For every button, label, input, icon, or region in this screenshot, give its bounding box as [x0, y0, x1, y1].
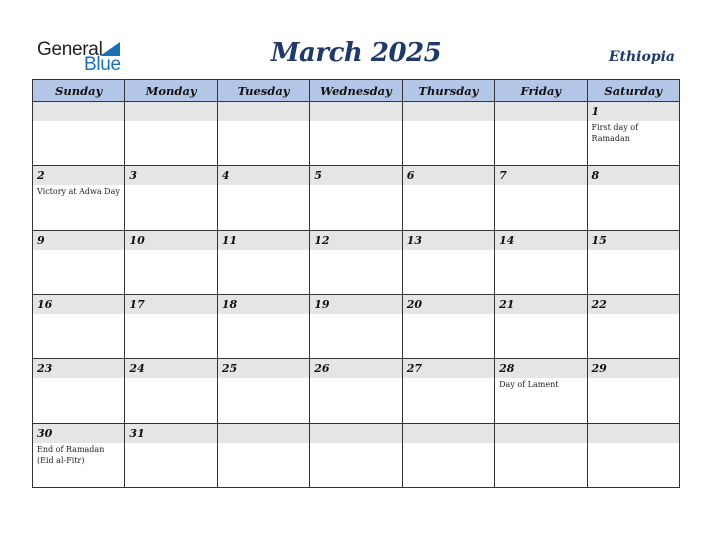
logo-text-general: General	[37, 39, 103, 60]
day-number: 22	[591, 297, 607, 311]
day-cell	[495, 230, 587, 294]
day-number: 28	[499, 362, 515, 376]
day-number: 1	[591, 105, 600, 118]
day-cell	[402, 166, 494, 230]
week-row	[33, 230, 680, 294]
day-cell	[217, 294, 309, 358]
day-number: 13	[406, 233, 422, 247]
day-cell	[33, 102, 125, 166]
day-number: 16	[37, 297, 53, 311]
day-number: 8	[591, 169, 600, 183]
day-number: 14	[499, 233, 515, 247]
weekday-header: Thursday	[402, 80, 494, 102]
day-cell	[217, 359, 309, 423]
day-number-bar	[310, 102, 401, 121]
day-number: 15	[591, 233, 607, 247]
day-cell	[587, 294, 679, 358]
day-cell	[33, 166, 125, 230]
day-number-bar	[403, 102, 494, 121]
weekday-header: Friday	[495, 80, 587, 102]
day-number: 11	[221, 233, 238, 247]
day-number-bar	[218, 424, 309, 443]
day-number: 21	[499, 297, 515, 311]
day-cell	[310, 359, 402, 423]
day-cell	[310, 294, 402, 358]
day-cell	[33, 359, 125, 423]
weekday-header: Wednesday	[310, 80, 402, 102]
day-cell	[310, 230, 402, 294]
day-cell	[33, 230, 125, 294]
holiday-label: Victory at Adwa Day	[37, 187, 120, 197]
day-cell	[402, 230, 494, 294]
day-number: 30	[37, 426, 53, 440]
day-cell	[495, 294, 587, 358]
day-number-bar	[588, 424, 679, 443]
day-cell	[495, 359, 587, 423]
day-number: 12	[314, 233, 330, 247]
day-number-bar	[403, 166, 494, 185]
day-cell	[495, 102, 587, 166]
day-cell	[587, 359, 679, 423]
week-row	[33, 166, 680, 230]
day-number: 5	[314, 169, 322, 183]
day-cell	[125, 230, 217, 294]
day-number: 3	[129, 169, 138, 183]
day-cell	[125, 166, 217, 230]
day-number: 25	[221, 362, 238, 376]
day-number: 29	[591, 362, 607, 376]
calendar-title: March 2025	[270, 38, 442, 68]
day-cell	[125, 359, 217, 423]
day-number-bar	[33, 166, 124, 185]
week-row	[33, 294, 680, 358]
month-calendar	[32, 79, 680, 488]
week-row	[33, 102, 680, 166]
day-cell	[217, 102, 309, 166]
day-number-bar	[495, 102, 586, 121]
day-number: 9	[37, 233, 45, 247]
day-cell	[587, 166, 679, 230]
day-number-bar	[218, 166, 309, 185]
day-number-bar	[588, 102, 679, 121]
weekday-header-row	[33, 80, 680, 102]
day-number-bar	[495, 166, 586, 185]
day-cell	[402, 359, 494, 423]
day-cell	[402, 294, 494, 358]
weekday-header: Sunday	[33, 80, 125, 102]
week-row	[33, 423, 680, 487]
day-cell	[587, 102, 679, 166]
day-cell	[310, 166, 402, 230]
day-number: 23	[37, 362, 53, 376]
day-number-bar	[33, 231, 124, 250]
day-number-bar	[125, 166, 216, 185]
day-cell	[402, 423, 494, 487]
day-cell	[310, 102, 402, 166]
day-number: 7	[499, 169, 507, 183]
day-cell	[217, 423, 309, 487]
day-number: 31	[129, 426, 145, 440]
day-number: 20	[406, 297, 422, 311]
holiday-label: Day of Lament	[499, 380, 559, 390]
weekday-header: Saturday	[587, 80, 679, 102]
day-number: 4	[221, 169, 230, 183]
day-cell	[33, 294, 125, 358]
weekday-header: Monday	[125, 80, 217, 102]
day-cell	[587, 230, 679, 294]
day-cell	[33, 423, 125, 487]
day-cell	[587, 423, 679, 487]
day-number: 27	[406, 362, 422, 376]
day-number-bar	[310, 166, 401, 185]
day-cell	[402, 102, 494, 166]
logo-text-blue: Blue	[84, 54, 121, 75]
day-cell	[217, 166, 309, 230]
day-number: 18	[221, 297, 238, 311]
day-number: 19	[314, 297, 330, 311]
day-number: 10	[129, 233, 145, 247]
day-cell	[125, 294, 217, 358]
day-number: 6	[406, 169, 415, 183]
day-cell	[125, 423, 217, 487]
week-row	[33, 359, 680, 423]
weekday-header: Tuesday	[217, 80, 309, 102]
holiday-label: End of Ramadan (Eid al-Fitr)	[37, 444, 105, 465]
day-number-bar	[218, 102, 309, 121]
day-cell	[125, 102, 217, 166]
day-number: 24	[129, 362, 145, 376]
holiday-label: First day of Ramadan	[591, 123, 639, 143]
day-number: 26	[314, 362, 330, 376]
country-label: Ethiopia	[608, 49, 675, 65]
day-number: 17	[129, 297, 145, 311]
day-number-bar	[588, 166, 679, 185]
day-number-bar	[33, 102, 124, 121]
day-number: 2	[37, 169, 45, 183]
day-number-bar	[310, 424, 401, 443]
day-cell	[217, 230, 309, 294]
day-cell	[310, 423, 402, 487]
day-cell	[495, 423, 587, 487]
day-number-bar	[125, 102, 216, 121]
day-number-bar	[403, 424, 494, 443]
day-cell	[495, 166, 587, 230]
day-number-bar	[495, 424, 586, 443]
